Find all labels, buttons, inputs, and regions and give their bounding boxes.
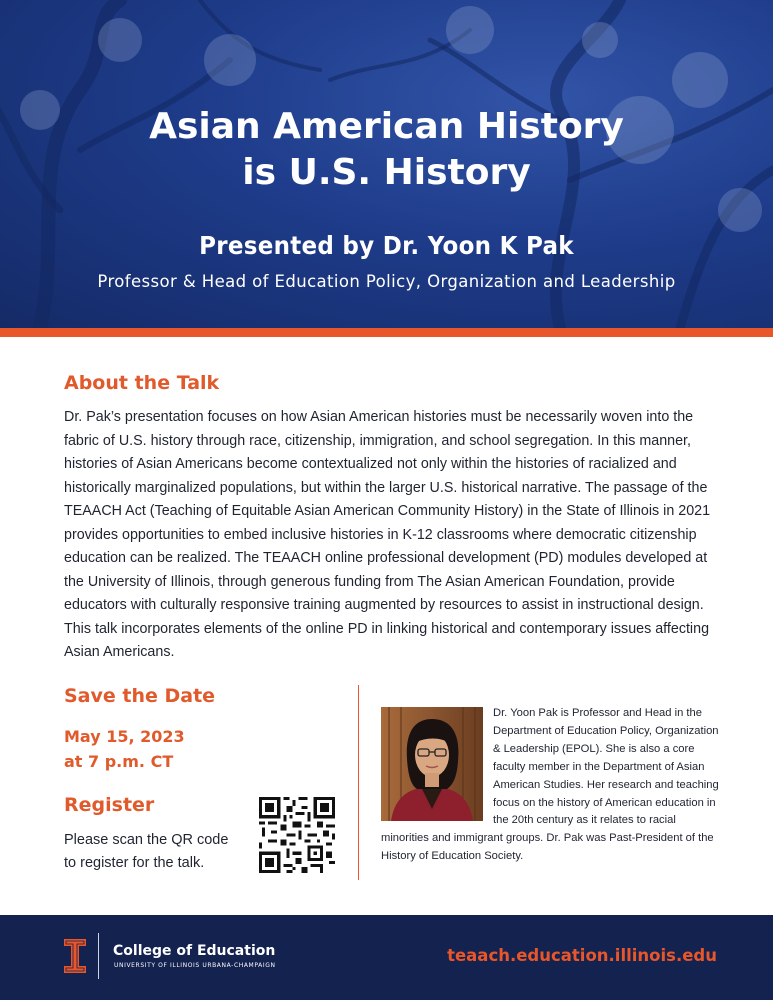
register-instructions <box>64 829 239 875</box>
website-link[interactable]: teaach.education.illinois.edu <box>447 946 717 965</box>
event-title-line-2: is U.S. History <box>242 152 531 193</box>
bio-photo-space <box>381 705 493 823</box>
footer-separator <box>98 933 99 979</box>
university-name: UNIVERSITY OF ILLINOIS URBANA-CHAMPAIGN <box>114 962 276 969</box>
bio-paragraph: Dr. Yoon Pak is Professor and Head in the Department of Education Policy, Organization & Leadership (EPOL). She is also a core faculty member in the Department of Asian American Studies. Her research and teaching focus on the history of American education in the 20th century as it relates to racial minorities and immigrant groups. Dr. Pak was Past-President of the History of Education Society. <box>381 707 719 863</box>
accent-divider <box>0 328 773 337</box>
event-time: at 7 p.m. CT <box>64 752 174 771</box>
presenter-bio <box>381 705 721 866</box>
event-title-line-1: Asian American History <box>149 106 624 147</box>
event-datetime <box>64 724 185 774</box>
save-the-date-heading: Save the Date <box>64 685 216 707</box>
event-title <box>0 104 773 196</box>
register-heading: Register <box>64 794 155 816</box>
register-instructions-line-2: to register for the talk. <box>64 855 205 871</box>
hero-banner <box>0 0 773 328</box>
about-heading: About the Talk <box>64 372 220 394</box>
register-instructions-line-1: Please scan the QR code <box>64 832 229 848</box>
about-paragraph: Dr. Pak’s presentation focuses on how Asian American histories must be necessarily woven into the fabric of U.S. history through race, citizenship, immigration, and school segregation. In this manner, histories of Asian Americans become contextualized not only within the histories of racialized and historically marginalized populations, but within the larger U.S. historical narrative. The passage of the TEAACH Act (Teaching of Equitable Asian American Community History) in the State of Illinois in 2021 provides opportunities to embed inclusive histories in K-12 classrooms where democratic citizenship education can be realized. The TEAACH online professional development (PD) modules developed at the University of Illinois, through generous funding from The Asian American Foundation, provide educators with culturally responsive training augmented by resources to assist in instructional design. This talk incorporates elements of the online PD in linking historical and contemporary issues affecting Asian Americans. <box>64 409 711 660</box>
column-divider <box>358 685 359 880</box>
presenter-role: Professor & Head of Education Policy, Organization and Leadership <box>97 272 676 291</box>
footer-bar <box>0 915 773 1000</box>
registration-qr-code[interactable] <box>259 797 335 873</box>
event-date: May 15, 2023 <box>64 727 185 746</box>
presenter-name: Presented by Dr. Yoon K Pak <box>199 231 574 260</box>
block-i-icon <box>64 939 86 973</box>
college-name: College of Education <box>113 943 276 959</box>
